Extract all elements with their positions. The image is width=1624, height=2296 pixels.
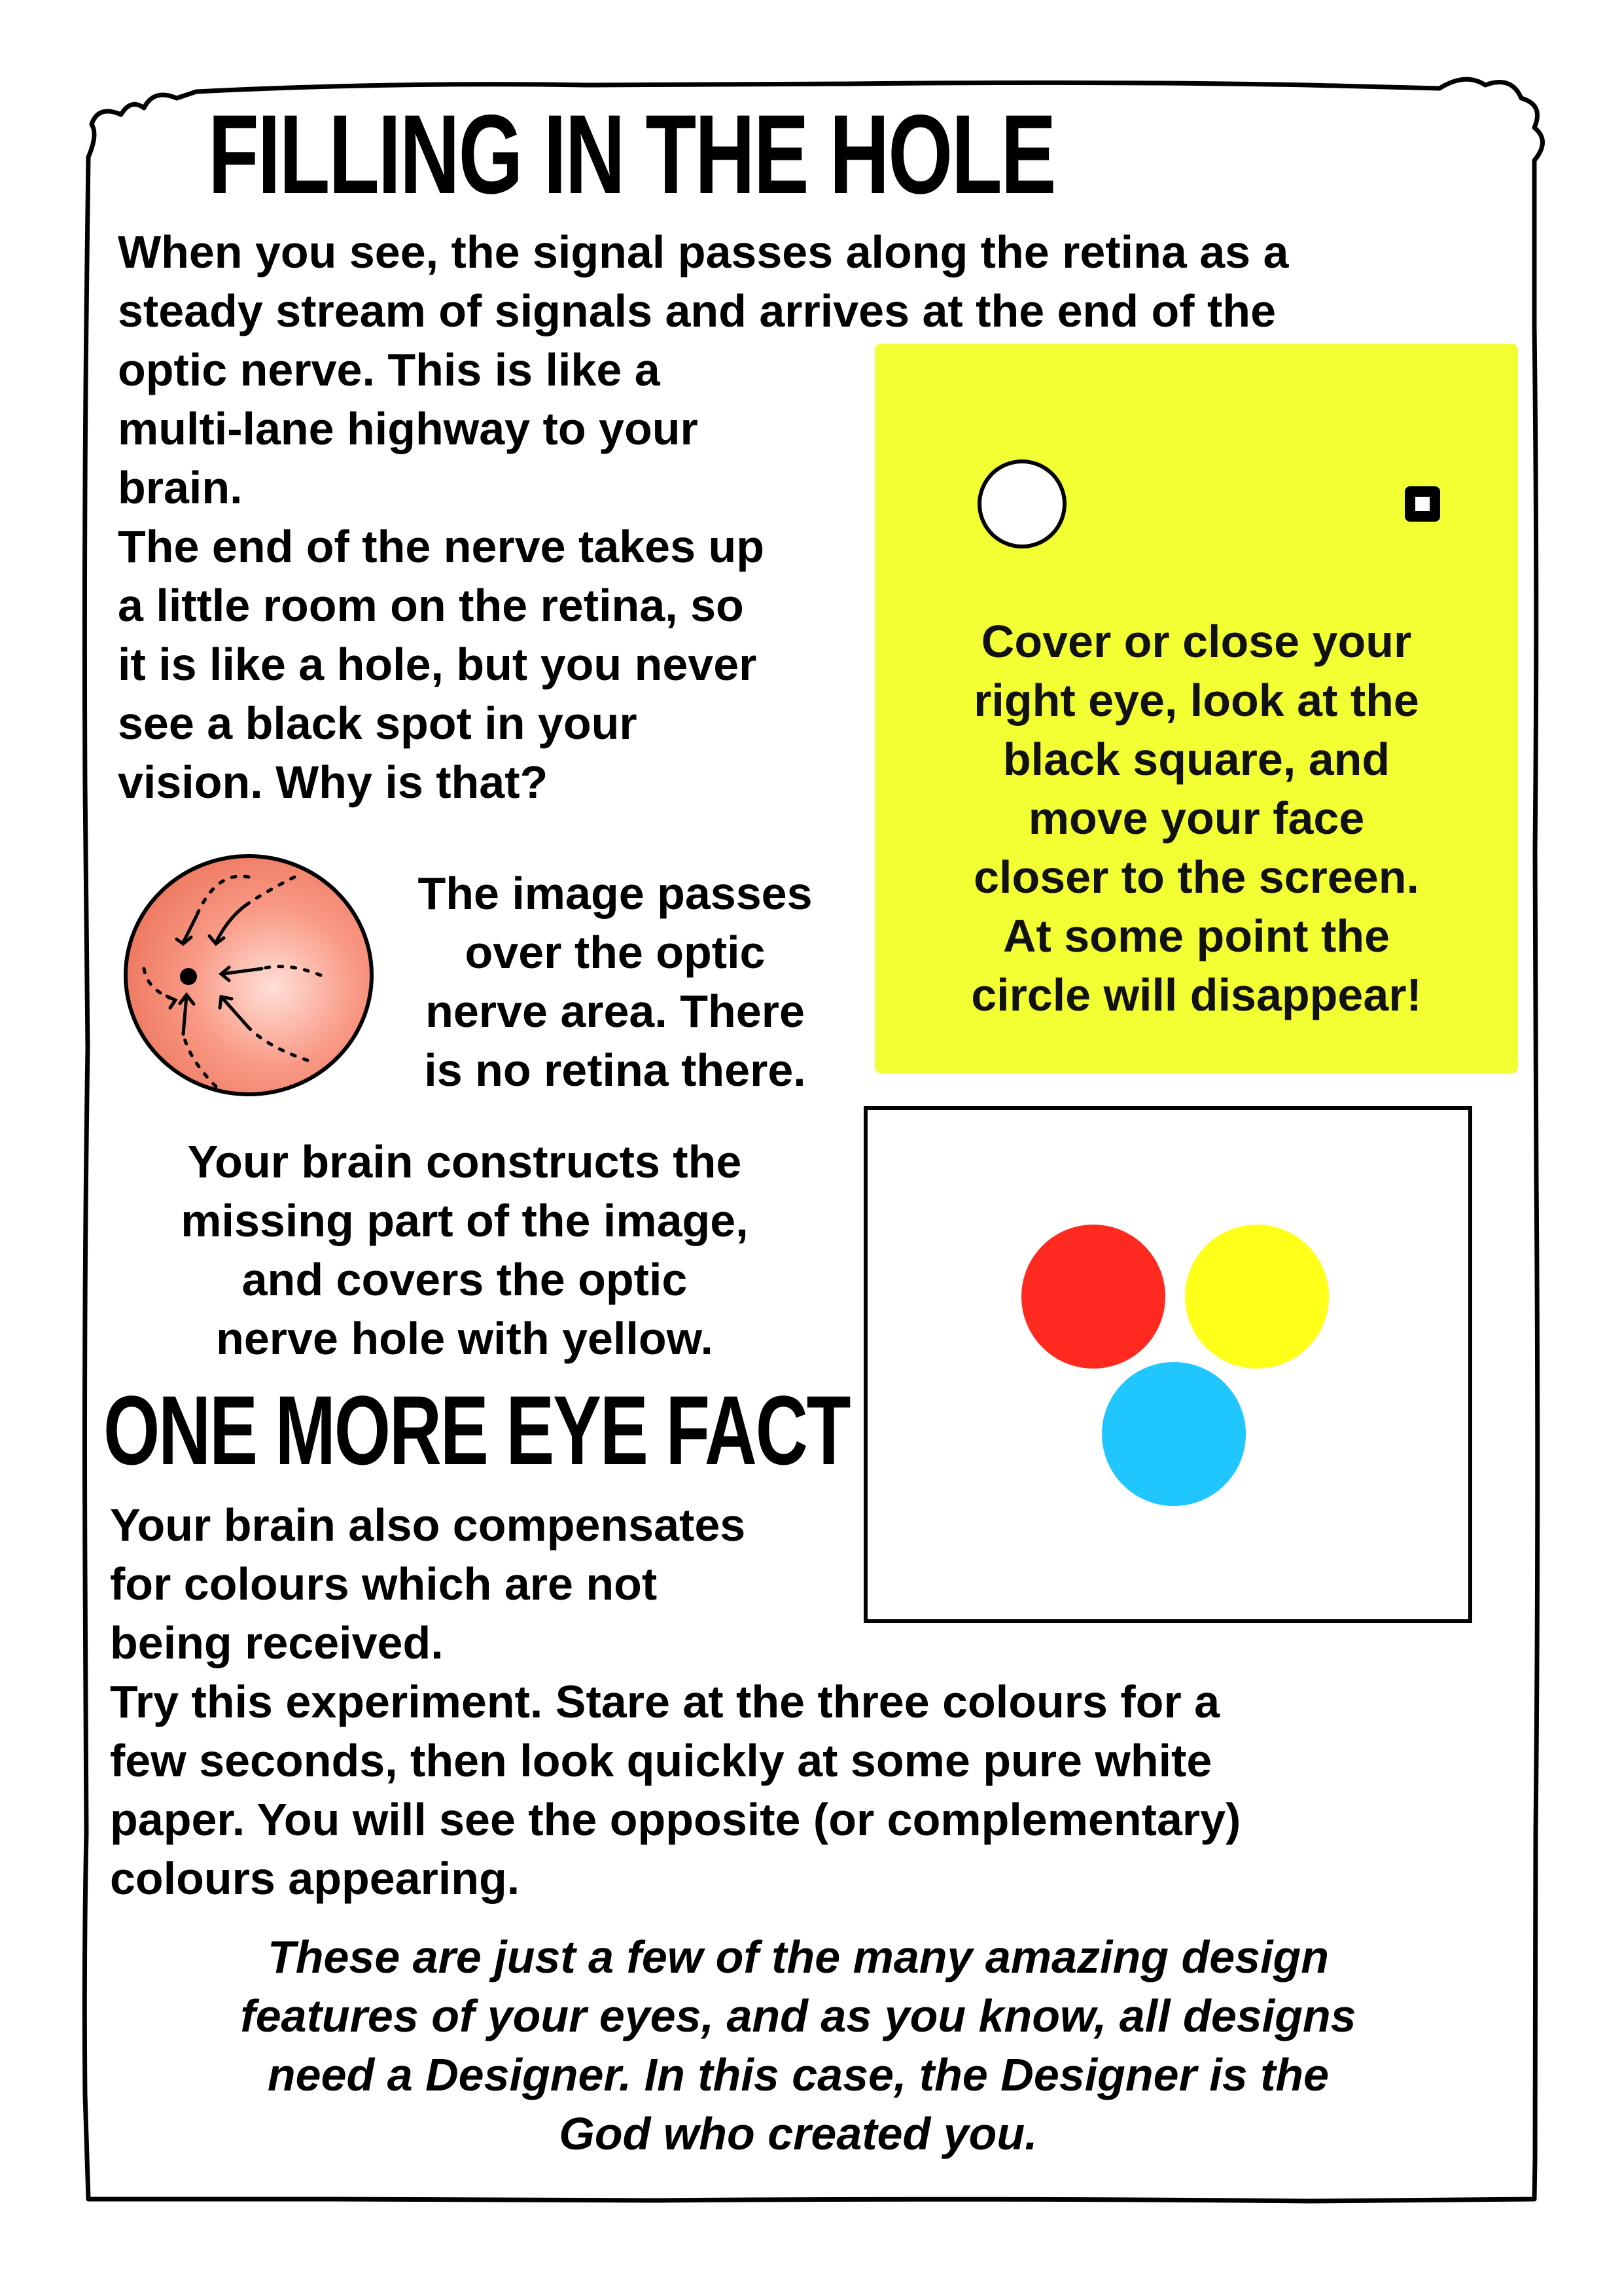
experiment-line: At some point the bbox=[1002, 910, 1390, 961]
intro-line: The end of the nerve takes up bbox=[118, 521, 764, 572]
intro-line: multi-lane highway to your bbox=[118, 403, 698, 454]
retina-illustration bbox=[118, 844, 393, 1106]
experiment-line: move your face bbox=[1028, 793, 1365, 844]
intro-line: steady stream of signals and arrives at the end of the bbox=[118, 285, 1276, 336]
closing-paragraph bbox=[105, 1928, 1492, 2163]
colour-experiment-box bbox=[864, 1106, 1472, 1623]
blue-dot bbox=[1102, 1362, 1246, 1506]
optic-nerve-dot-icon bbox=[180, 968, 197, 985]
brain-text-line: Your brain constructs the bbox=[187, 1136, 742, 1187]
experiment-line: circle will disappear! bbox=[971, 969, 1422, 1020]
intro-line: vision. Why is that? bbox=[118, 757, 548, 808]
retina-caption-line: The image passes bbox=[417, 868, 813, 919]
blind-spot-targets bbox=[875, 344, 1518, 605]
brain-text-line: and covers the optic bbox=[241, 1254, 688, 1305]
blind-spot-experiment-box bbox=[875, 344, 1518, 1073]
retina-caption-line: nerve area. There bbox=[425, 986, 805, 1037]
fact-line: colours appearing. bbox=[110, 1853, 520, 1904]
closing-line: These are just a few of the many amazing design bbox=[267, 1931, 1330, 1982]
fact-line: being received. bbox=[110, 1617, 444, 1668]
intro-line: brain. bbox=[118, 462, 243, 513]
intro-line: see a black spot in your bbox=[118, 698, 637, 749]
experiment-line: black square, and bbox=[1002, 734, 1390, 785]
fact-line: Try this experiment. Stare at the three colours for a bbox=[110, 1676, 1220, 1727]
intro-line: a little room on the retina, so bbox=[118, 580, 744, 631]
brain-text bbox=[118, 1132, 811, 1368]
red-dot bbox=[1021, 1225, 1165, 1369]
experiment-line: closer to the screen. bbox=[974, 852, 1419, 903]
experiment-line: right eye, look at the bbox=[974, 675, 1419, 726]
fact-line: for colours which are not bbox=[110, 1558, 658, 1609]
retina-caption-line: is no retina there. bbox=[424, 1045, 806, 1096]
fact-line: Your brain also compensates bbox=[110, 1499, 746, 1551]
page-title: FILLING IN THE HOLE bbox=[208, 92, 1055, 217]
brain-text-line: missing part of the image, bbox=[181, 1195, 749, 1246]
intro-line: When you see, the signal passes along the retina as a bbox=[118, 226, 1289, 278]
target-circle-icon bbox=[980, 461, 1065, 547]
intro-line: optic nerve. This is like a bbox=[118, 344, 660, 395]
intro-line: it is like a hole, but you never bbox=[118, 639, 757, 690]
closing-line: features of your eyes, and as you know, all designs bbox=[240, 1990, 1356, 2041]
fact-line: paper. You will see the opposite (or complementary) bbox=[110, 1794, 1241, 1845]
section-heading: ONE MORE EYE FACT bbox=[103, 1375, 850, 1485]
retina-caption bbox=[366, 864, 864, 1100]
brain-text-line: nerve hole with yellow. bbox=[216, 1313, 713, 1364]
yellow-dot bbox=[1185, 1225, 1329, 1369]
fact-line: few seconds, then look quickly at some pure white bbox=[110, 1735, 1212, 1786]
retina-caption-line: over the optic bbox=[465, 927, 766, 978]
experiment-line: Cover or close your bbox=[981, 616, 1412, 667]
closing-line: need a Designer. In this case, the Designer is the bbox=[267, 2049, 1330, 2100]
closing-line: God who created you. bbox=[559, 2108, 1038, 2159]
